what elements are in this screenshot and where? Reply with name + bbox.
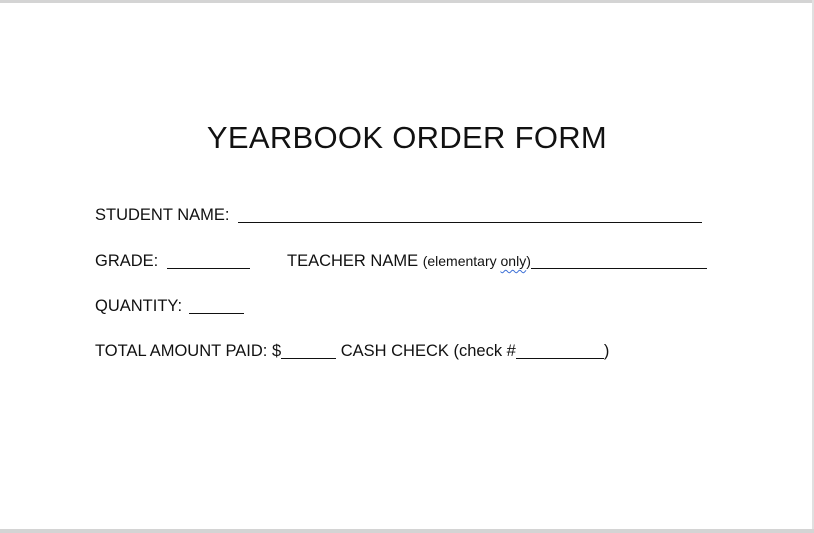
total-paid-row (95, 341, 609, 361)
teacher-note (423, 253, 531, 269)
student-name-row (95, 205, 702, 225)
check-number-blank[interactable] (516, 343, 604, 359)
student-name-label: STUDENT NAME: (95, 206, 230, 224)
amount-blank[interactable] (281, 343, 336, 359)
teacher-note-suffix: ) (526, 253, 531, 269)
quantity-label: QUANTITY: (95, 297, 183, 315)
quantity-blank[interactable] (189, 298, 244, 314)
check-close-paren: ) (603, 342, 610, 360)
teacher-name-blank[interactable] (531, 253, 707, 269)
grade-label: GRADE: (95, 252, 159, 270)
quantity-row (95, 296, 244, 316)
teacher-note-prefix: (elementary (422, 253, 501, 269)
total-paid-label: TOTAL AMOUNT PAID: $ (95, 342, 282, 360)
page-top-edge (0, 0, 814, 3)
teacher-name-row (287, 251, 707, 271)
student-name-blank[interactable] (238, 207, 702, 223)
grade-blank[interactable] (167, 253, 250, 269)
teacher-name-label: TEACHER NAME (287, 252, 419, 270)
page-bottom-edge (0, 529, 814, 533)
form-title: YEARBOOK ORDER FORM (206, 120, 608, 155)
grade-row (95, 251, 250, 271)
payment-methods: CASH CHECK (check # (340, 342, 516, 360)
spellcheck-word: only (500, 253, 527, 269)
